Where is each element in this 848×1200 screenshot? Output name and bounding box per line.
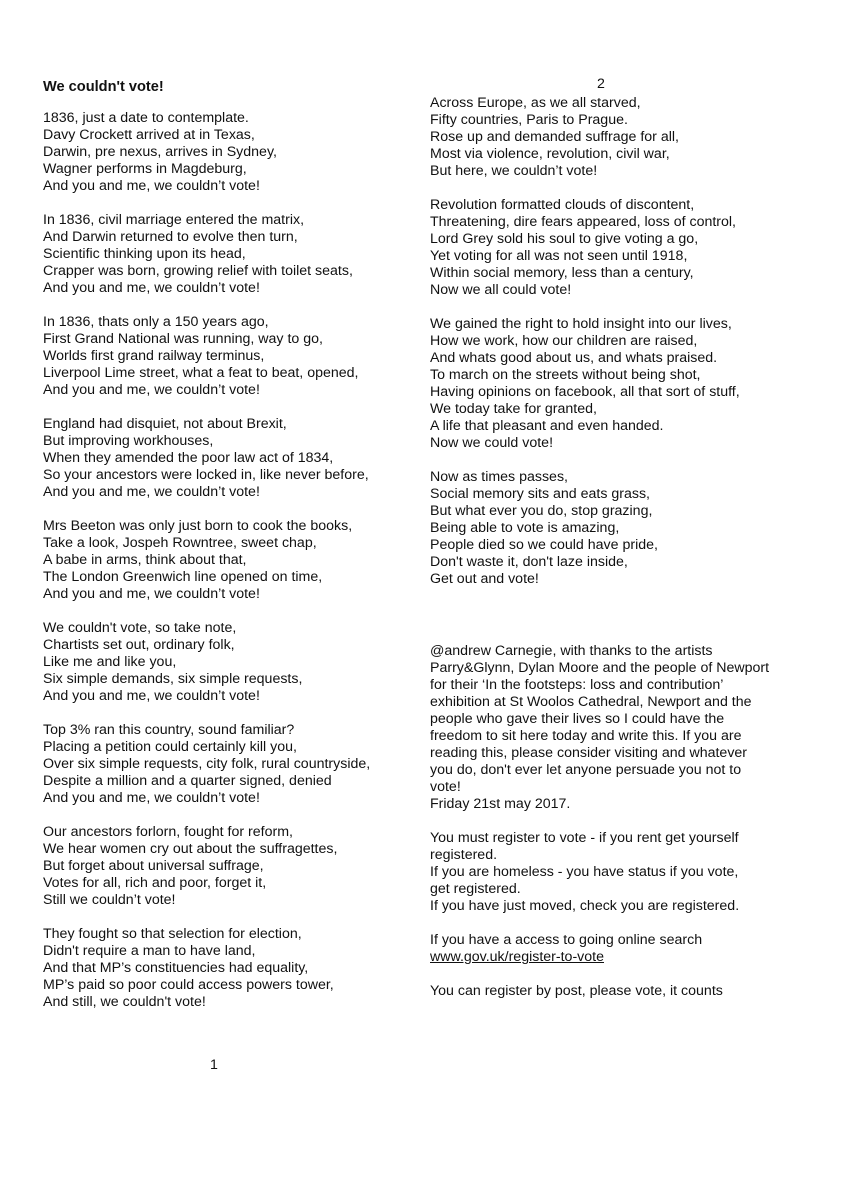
poem-line: Fifty countries, Paris to Prague. — [430, 112, 628, 128]
page-1-stanzas — [43, 110, 403, 1011]
stanza — [430, 469, 770, 588]
poem-line: And you and me, we couldn’t vote! — [43, 586, 260, 602]
poem-line: Now we could vote! — [430, 435, 554, 451]
poem-line: Worlds first grand railway terminus, — [43, 348, 265, 364]
poem-line: Now as times passes, — [430, 469, 568, 485]
stanza — [430, 316, 770, 452]
poem-line: But forget about universal suffrage, — [43, 858, 264, 874]
poem-line: Still we couldn’t vote! — [43, 892, 176, 908]
stanza — [430, 197, 770, 299]
poem-line: And you and me, we couldn’t vote! — [43, 280, 260, 296]
poem-line: Get out and vote! — [430, 571, 539, 587]
poem-line: Votes for all, rich and poor, forget it, — [43, 875, 267, 891]
poem-line: Our ancestors forlorn, fought for reform, — [43, 824, 293, 840]
poem-line: They fought so that selection for election, — [43, 926, 302, 942]
acknowledgement-line: Friday 21st may 2017. — [430, 796, 571, 812]
poem-line: And that MP’s constituencies had equality, — [43, 960, 309, 976]
poem-line: Davy Crockett arrived at in Texas, — [43, 127, 255, 143]
poem-line: In 1836, thats only a 150 years ago, — [43, 314, 269, 330]
stanza — [43, 722, 403, 807]
poem-line: Lord Grey sold his soul to give voting a go, — [430, 231, 699, 247]
poem-line: People died so we could have pride, — [430, 537, 658, 553]
page-2-stanzas — [430, 95, 770, 588]
acknowledgement-line: reading this, please consider visiting and whatever — [430, 745, 748, 761]
register-info-paragraph — [430, 830, 770, 915]
closing-text: You can register by post, please vote, it counts — [430, 983, 723, 999]
poem-line: Liverpool Lime street, what a feat to beat, opened, — [43, 365, 359, 381]
poem-line: And whats good about us, and whats praised. — [430, 350, 718, 366]
poem-line: Scientific thinking upon its head, — [43, 246, 246, 262]
poem-line: When they amended the poor law act of 1834, — [43, 450, 334, 466]
stanza — [430, 95, 770, 180]
acknowledgement-line: @andrew Carnegie, with thanks to the artists — [430, 643, 713, 659]
poem-line: Most via violence, revolution, civil war, — [430, 146, 670, 162]
poem-line: MP’s paid so poor could access powers tower, — [43, 977, 334, 993]
poem-line: First Grand National was running, way to go, — [43, 331, 323, 347]
poem-line: And still, we couldn't vote! — [43, 994, 206, 1010]
acknowledgement-line: for their ‘In the footsteps: loss and contribution’ — [430, 677, 724, 693]
poem-line: Social memory sits and eats grass, — [430, 486, 650, 502]
poem-line: Having opinions on facebook, all that sort of stuff, — [430, 384, 740, 400]
poem-line: And you and me, we couldn’t vote! — [43, 382, 260, 398]
poem-line: Within social memory, less than a century, — [430, 265, 694, 281]
poem-line: Revolution formatted clouds of discontent, — [430, 197, 695, 213]
stanza — [43, 212, 403, 297]
poem-line: And you and me, we couldn’t vote! — [43, 178, 260, 194]
stanza — [43, 824, 403, 909]
register-to-vote-link[interactable]: www.gov.uk/register-to-vote — [430, 949, 604, 965]
poem-line: Over six simple requests, city folk, rural countryside, — [43, 756, 371, 772]
poem-line: Yet voting for all was not seen until 1918, — [430, 248, 688, 264]
acknowledgement-line: freedom to sit here today and write this. If you are — [430, 728, 742, 744]
poem-line: But improving workhouses, — [43, 433, 214, 449]
poem-line: 1836, just a date to contemplate. — [43, 110, 249, 126]
poem-line: Six simple demands, six simple requests, — [43, 671, 303, 687]
poem-line: Top 3% ran this country, sound familiar? — [43, 722, 295, 738]
poem-line: How we work, how our children are raised, — [430, 333, 698, 349]
stanza — [43, 110, 403, 195]
register-line: You must register to vote - if you rent get yourself — [430, 830, 739, 846]
page-number-1: 1 — [210, 1057, 218, 1073]
closing-paragraph — [430, 983, 770, 1000]
poem-line: A life that pleasant and even handed. — [430, 418, 664, 434]
poem-line: We hear women cry out about the suffragettes, — [43, 841, 338, 857]
acknowledgement-line: people who gave their lives so I could have the — [430, 711, 725, 727]
credits-section — [430, 643, 770, 1017]
poem-line: Crapper was born, growing relief with toilet seats, — [43, 263, 353, 279]
poem-line: Chartists set out, ordinary folk, — [43, 637, 235, 653]
poem-line: Mrs Beeton was only just born to cook the books, — [43, 518, 353, 534]
online-register-paragraph — [430, 932, 770, 966]
poem-line: And Darwin returned to evolve then turn, — [43, 229, 298, 245]
poem-line: And you and me, we couldn’t vote! — [43, 484, 260, 500]
poem-line: But what ever you do, stop grazing, — [430, 503, 653, 519]
register-line: If you are homeless - you have status if you vote, — [430, 864, 739, 880]
poem-line: But here, we couldn’t vote! — [430, 163, 598, 179]
poem-line: Threatening, dire fears appeared, loss of control, — [430, 214, 736, 230]
page-1-column — [43, 79, 403, 1028]
acknowledgement-line: vote! — [430, 779, 461, 795]
poem-line: Take a look, Jospeh Rowntree, sweet chap, — [43, 535, 317, 551]
page-2-column — [430, 95, 770, 605]
register-line: If you have just moved, check you are registered. — [430, 898, 740, 914]
stanza — [43, 620, 403, 705]
poem-line: Despite a million and a quarter signed, denied — [43, 773, 332, 789]
acknowledgement-line: Parry&Glynn, Dylan Moore and the people of Newport — [430, 660, 770, 676]
poem-line: Didn't require a man to have land, — [43, 943, 256, 959]
online-lead-text: If you have a access to going online search — [430, 932, 703, 948]
poem-line: And you and me, we couldn’t vote! — [43, 790, 260, 806]
register-line: get registered. — [430, 881, 521, 897]
register-line: registered. — [430, 847, 498, 863]
page-number-2: 2 — [597, 76, 605, 92]
poem-line: Being able to vote is amazing, — [430, 520, 620, 536]
stanza — [43, 518, 403, 603]
poem-line: Across Europe, as we all starved, — [430, 95, 641, 111]
poem-line: Don't waste it, don't laze inside, — [430, 554, 628, 570]
poem-line: We today take for granted, — [430, 401, 597, 417]
poem-line: We couldn't vote, so take note, — [43, 620, 237, 636]
acknowledgement-line: exhibition at St Woolos Cathedral, Newport and the — [430, 694, 752, 710]
poem-line: A babe in arms, think about that, — [43, 552, 247, 568]
acknowledgement-line: you do, don't ever let anyone persuade you not to — [430, 762, 742, 778]
stanza — [43, 314, 403, 399]
poem-line: Darwin, pre nexus, arrives in Sydney, — [43, 144, 277, 160]
poem-line: England had disquiet, not about Brexit, — [43, 416, 287, 432]
poem-line: In 1836, civil marriage entered the matrix, — [43, 212, 305, 228]
poem-line: And you and me, we couldn’t vote! — [43, 688, 260, 704]
poem-line: Like me and like you, — [43, 654, 177, 670]
poem-line: The London Greenwich line opened on time, — [43, 569, 323, 585]
poem-title: We couldn't vote! — [43, 79, 164, 95]
poem-line: So your ancestors were locked in, like never before, — [43, 467, 369, 483]
poem-line: Rose up and demanded suffrage for all, — [430, 129, 679, 145]
poem-line: Placing a petition could certainly kill you, — [43, 739, 297, 755]
poem-line: We gained the right to hold insight into our lives, — [430, 316, 732, 332]
stanza — [43, 416, 403, 501]
poem-line: To march on the streets without being shot, — [430, 367, 701, 383]
acknowledgement-paragraph — [430, 643, 770, 813]
stanza — [43, 926, 403, 1011]
poem-line: Wagner performs in Magdeburg, — [43, 161, 247, 177]
poem-line: Now we all could vote! — [430, 282, 572, 298]
